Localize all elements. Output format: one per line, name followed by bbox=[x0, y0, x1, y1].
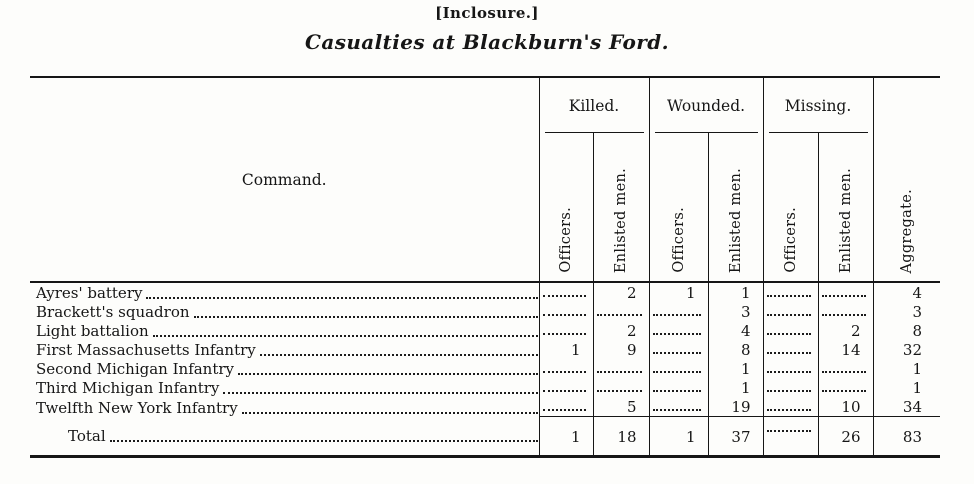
table-row bbox=[30, 397, 940, 417]
cell-killed-enlisted: 5 bbox=[593, 397, 649, 417]
dot-leader bbox=[653, 409, 701, 411]
cell-killed-officers bbox=[539, 302, 593, 321]
dot-leader bbox=[653, 314, 701, 316]
dot-leader bbox=[767, 333, 811, 335]
cell-missing-enlisted bbox=[818, 282, 873, 302]
dot-leader bbox=[767, 409, 811, 411]
cell-killed-officers: 1 bbox=[539, 417, 593, 457]
command-header: Command. bbox=[30, 77, 539, 282]
inclosure-label: [Inclosure.] bbox=[435, 4, 539, 22]
command-name: Brackett's squadron bbox=[36, 303, 190, 321]
cell-missing-officers bbox=[763, 321, 818, 340]
dot-leader bbox=[597, 314, 642, 316]
casualties-table bbox=[30, 76, 940, 458]
total-row bbox=[30, 417, 940, 457]
cell-wounded-enlisted: 19 bbox=[708, 397, 763, 417]
cell-wounded-enlisted: 1 bbox=[708, 282, 763, 302]
dot-leader bbox=[767, 314, 811, 316]
cell-command bbox=[30, 359, 539, 378]
cell-missing-officers bbox=[763, 378, 818, 397]
cell-command bbox=[30, 321, 539, 340]
cell-aggregate: 8 bbox=[873, 321, 940, 340]
subheader-wounded-officers: Officers. bbox=[649, 133, 708, 282]
cell-missing-officers bbox=[763, 302, 818, 321]
table-row bbox=[30, 282, 940, 302]
dot-leader bbox=[543, 295, 586, 297]
subheader-missing-officers: Officers. bbox=[763, 133, 818, 282]
cell-command bbox=[30, 417, 539, 457]
cell-wounded-officers bbox=[649, 397, 708, 417]
dot-leader bbox=[146, 297, 537, 299]
cell-wounded-officers bbox=[649, 359, 708, 378]
dot-leader bbox=[822, 295, 866, 297]
cell-wounded-enlisted: 1 bbox=[708, 378, 763, 397]
cell-killed-enlisted: 9 bbox=[593, 340, 649, 359]
cell-wounded-enlisted: 8 bbox=[708, 340, 763, 359]
cell-aggregate: 32 bbox=[873, 340, 940, 359]
cell-killed-enlisted: 18 bbox=[593, 417, 649, 457]
dot-leader bbox=[597, 390, 642, 392]
command-name: Twelfth New York Infantry bbox=[36, 398, 238, 417]
cell-missing-enlisted: 26 bbox=[818, 417, 873, 457]
dot-leader bbox=[543, 409, 586, 411]
cell-aggregate: 3 bbox=[873, 302, 940, 321]
table-row bbox=[30, 378, 940, 397]
dot-leader bbox=[767, 352, 811, 354]
document-title: Casualties at Blackburn's Ford. bbox=[305, 30, 669, 54]
dot-leader bbox=[543, 314, 586, 316]
dot-leader bbox=[543, 390, 586, 392]
subheader-wounded-enlisted: Enlisted men. bbox=[708, 133, 763, 282]
cell-command bbox=[30, 282, 539, 302]
cell-killed-enlisted bbox=[593, 378, 649, 397]
cell-missing-officers bbox=[763, 359, 818, 378]
cell-missing-officers bbox=[763, 397, 818, 417]
table-row bbox=[30, 302, 940, 321]
cell-wounded-enlisted: 3 bbox=[708, 302, 763, 321]
cell-killed-officers bbox=[539, 397, 593, 417]
cell-command bbox=[30, 397, 539, 417]
cell-missing-enlisted: 2 bbox=[818, 321, 873, 340]
cell-wounded-officers bbox=[649, 340, 708, 359]
cell-killed-enlisted: 2 bbox=[593, 282, 649, 302]
cell-wounded-officers: 1 bbox=[649, 282, 708, 302]
dot-leader bbox=[822, 390, 866, 392]
cell-missing-officers bbox=[763, 417, 818, 457]
cell-missing-officers bbox=[763, 340, 818, 359]
dot-leader bbox=[767, 390, 811, 392]
group-header-row bbox=[30, 77, 940, 133]
subheader-killed-enlisted: Enlisted men. bbox=[593, 133, 649, 282]
subheader-killed-officers: Officers. bbox=[539, 133, 593, 282]
cell-command bbox=[30, 340, 539, 359]
total-label: Total bbox=[68, 427, 106, 445]
dot-leader bbox=[767, 371, 811, 373]
cell-aggregate: 1 bbox=[873, 378, 940, 397]
table-row bbox=[30, 340, 940, 359]
cell-aggregate: 83 bbox=[873, 417, 940, 457]
cell-missing-enlisted: 10 bbox=[818, 397, 873, 417]
cell-wounded-enlisted: 4 bbox=[708, 321, 763, 340]
cell-wounded-enlisted: 1 bbox=[708, 359, 763, 378]
dot-leader bbox=[543, 333, 586, 335]
dot-leader bbox=[238, 373, 537, 375]
cell-killed-officers bbox=[539, 378, 593, 397]
cell-killed-officers: 1 bbox=[539, 340, 593, 359]
command-name: Second Michigan Infantry bbox=[36, 360, 235, 378]
dot-leader bbox=[653, 390, 701, 392]
dot-leader bbox=[653, 371, 701, 373]
dot-leader bbox=[260, 354, 538, 356]
dot-leader bbox=[543, 371, 586, 373]
dot-leader bbox=[767, 430, 811, 432]
cell-aggregate: 4 bbox=[873, 282, 940, 302]
group-header-wounded: Wounded. bbox=[649, 77, 763, 133]
dot-leader bbox=[194, 316, 538, 318]
cell-aggregate: 34 bbox=[873, 397, 940, 417]
dot-leader bbox=[153, 335, 538, 337]
cell-killed-enlisted bbox=[593, 359, 649, 378]
cell-command bbox=[30, 302, 539, 321]
dot-leader bbox=[223, 392, 537, 394]
dot-leader bbox=[822, 371, 866, 373]
group-header-killed: Killed. bbox=[539, 77, 649, 133]
cell-missing-enlisted bbox=[818, 359, 873, 378]
cell-missing-officers bbox=[763, 282, 818, 302]
dot-leader bbox=[653, 333, 701, 335]
table-row bbox=[30, 359, 940, 378]
cell-command bbox=[30, 378, 539, 397]
cell-killed-officers bbox=[539, 321, 593, 340]
cell-wounded-officers bbox=[649, 378, 708, 397]
dot-leader bbox=[822, 314, 866, 316]
cell-missing-enlisted bbox=[818, 302, 873, 321]
command-name: First Massachusetts Infantry bbox=[36, 341, 256, 359]
cell-aggregate: 1 bbox=[873, 359, 940, 378]
subheader-missing-enlisted: Enlisted men. bbox=[818, 133, 873, 282]
cell-wounded-officers bbox=[649, 302, 708, 321]
cell-killed-officers bbox=[539, 282, 593, 302]
cell-wounded-officers bbox=[649, 321, 708, 340]
command-name: Third Michigan Infantry bbox=[36, 379, 220, 397]
aggregate-header bbox=[873, 77, 940, 282]
cell-missing-enlisted bbox=[818, 378, 873, 397]
dot-leader bbox=[110, 440, 538, 442]
dot-leader bbox=[242, 412, 538, 414]
table-row bbox=[30, 321, 940, 340]
dot-leader bbox=[597, 371, 642, 373]
dot-leader bbox=[767, 295, 811, 297]
cell-missing-enlisted: 14 bbox=[818, 340, 873, 359]
aggregate-header-label: Aggregate. bbox=[898, 188, 915, 273]
cell-wounded-officers: 1 bbox=[649, 417, 708, 457]
cell-killed-enlisted: 2 bbox=[593, 321, 649, 340]
cell-killed-enlisted bbox=[593, 302, 649, 321]
group-header-missing: Missing. bbox=[763, 77, 873, 133]
command-name: Light battalion bbox=[36, 322, 149, 340]
dot-leader bbox=[653, 352, 701, 354]
cell-killed-officers bbox=[539, 359, 593, 378]
command-name: Ayres' battery bbox=[36, 284, 143, 302]
cell-wounded-enlisted: 37 bbox=[708, 417, 763, 457]
